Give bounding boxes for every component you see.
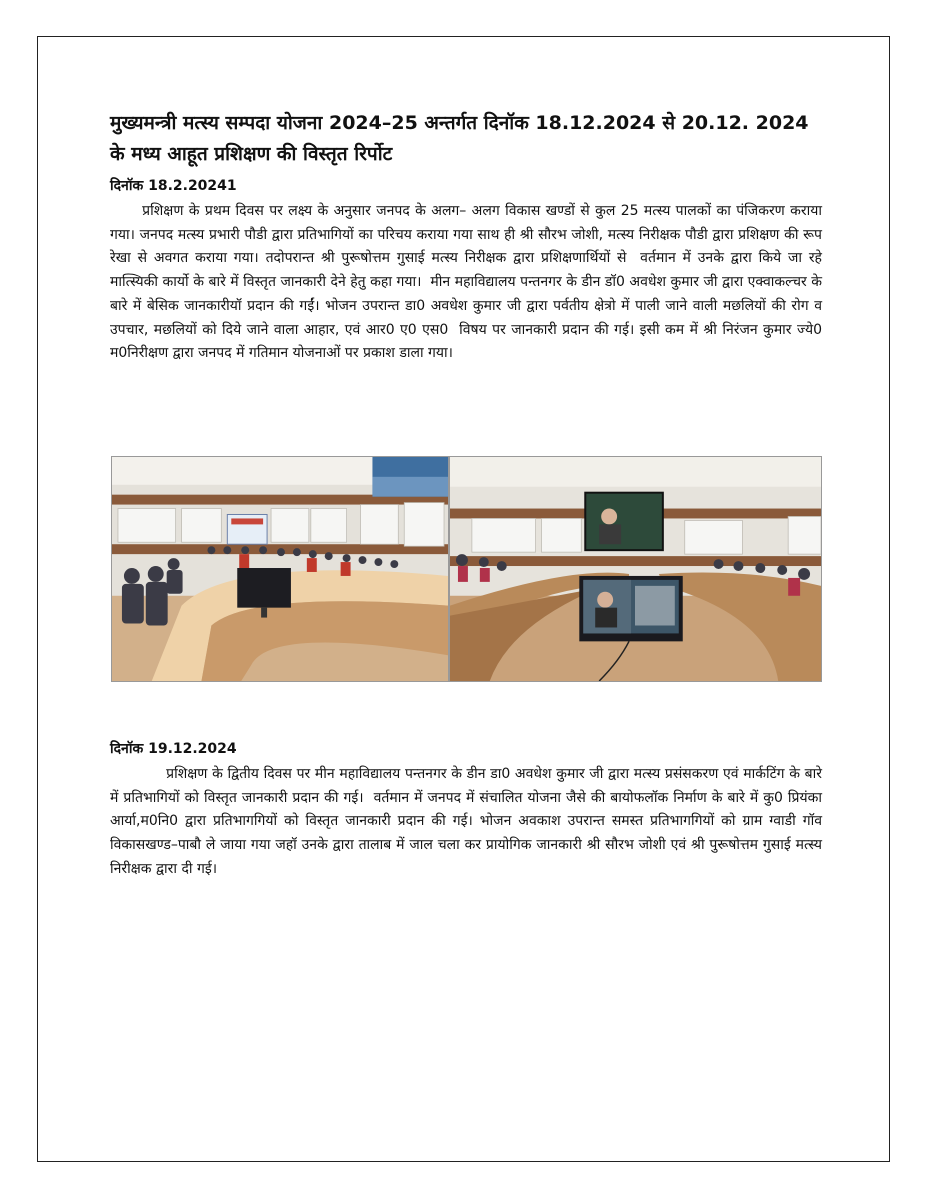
training-photo-conference-room: [111, 456, 449, 682]
report-title: मुख्यमन्त्री मत्स्य सम्पदा योजना 2024–25 अन्तर्गत दिनॉक 18.12.2024 से 20.12. 2024 के मध्य आहूत प्रशिक्षण की विस्तृत रिर्पोट: [110, 112, 809, 165]
day1-paragraph: प्रशिक्षण के प्रथम दिवस पर लक्ष्य के अनुसार जनपद के अलग– अलग विकास खण्डों से कुल 25 मत्स्य पालकों का पंजिकरण कराया गया। जनपद मत्स्य प्रभारी पौडी द्वारा प्रतिभागियों का परिचय कराया गया साथ ही श्री सौरभ जोशी, मत्स्य निरीक्षक पौडी द्वारा प्रशिक्षण की रूप रेखा से अवगत कराया गया। तदोपरान्त श्री पुरूषोत्तम गुसाई मत्स्य निरीक्षक द्वारा प्रशिक्षणार्थियों से वर्तमान में उनके द्वारा किये जा रहे मात्स्यिकी कार्यो के बारे में विस्तृत जानकारी देने हेतु कहा गया। मीन महाविद्यालय पन्तनगर के डीन डॉ0 अवधेश कुमार जी द्वारा एक्वाकल्चर के बारे में बेसिक जानकारीयॉ प्रदान की गईं। भोजन उपरान्त डा0 अवधेश कुमार जी द्वारा पर्वतीय क्षेत्रो में पाली जाने वाली मछलियों की रोग व उपचार, मछलियों को दिये जाने वाला आहार, एवं आर0 ए0 एस0 विषय पर जानकारी प्रदान की गई। इसी कम में श्री निरंजन कुमार ज्ये0 म0निरीक्षण द्वारा जनपद में गतिमान योजनाओं पर प्रकाश डाला गया।: [110, 203, 827, 362]
day2-date: दिनॉक 19.12.2024: [110, 741, 237, 757]
day1-date: दिनॉक 18.2.20241: [110, 178, 237, 194]
training-photo-video-session: [449, 456, 822, 682]
day2-paragraph: प्रशिक्षण के द्वितीय दिवस पर मीन महाविद्यालय पन्तनगर के डीन डा0 अवधेश कुमार जी द्वारा मत्स्य प्रसंसकरण एवं मार्कटिंग के बारे में प्रतिभागियों को विस्तृत जानकारी प्रदान की गई। वर्तमान में जनपद में संचालित योजना जैसे की बायोफलॉक निर्माण के बारे में कु0 प्रियंका आर्या,म0नि0 द्वारा प्रतिभागगियों को विस्तृत जानकारी प्रदान की गई। भोजन अवकाश उपरान्त समस्त प्रतिभागगियों को ग्राम ग्वाडी गॉव विकासखण्ड–पाबौ ले जाया गया जहॉ उनके द्वारा तालाब में जाल चला कर प्रायोगिक जानकारी श्री सौरभ जोशी एवं श्री पुरूषोत्तम गुसाई मत्स्य निरीक्षक द्वारा दी गई।: [110, 766, 827, 877]
